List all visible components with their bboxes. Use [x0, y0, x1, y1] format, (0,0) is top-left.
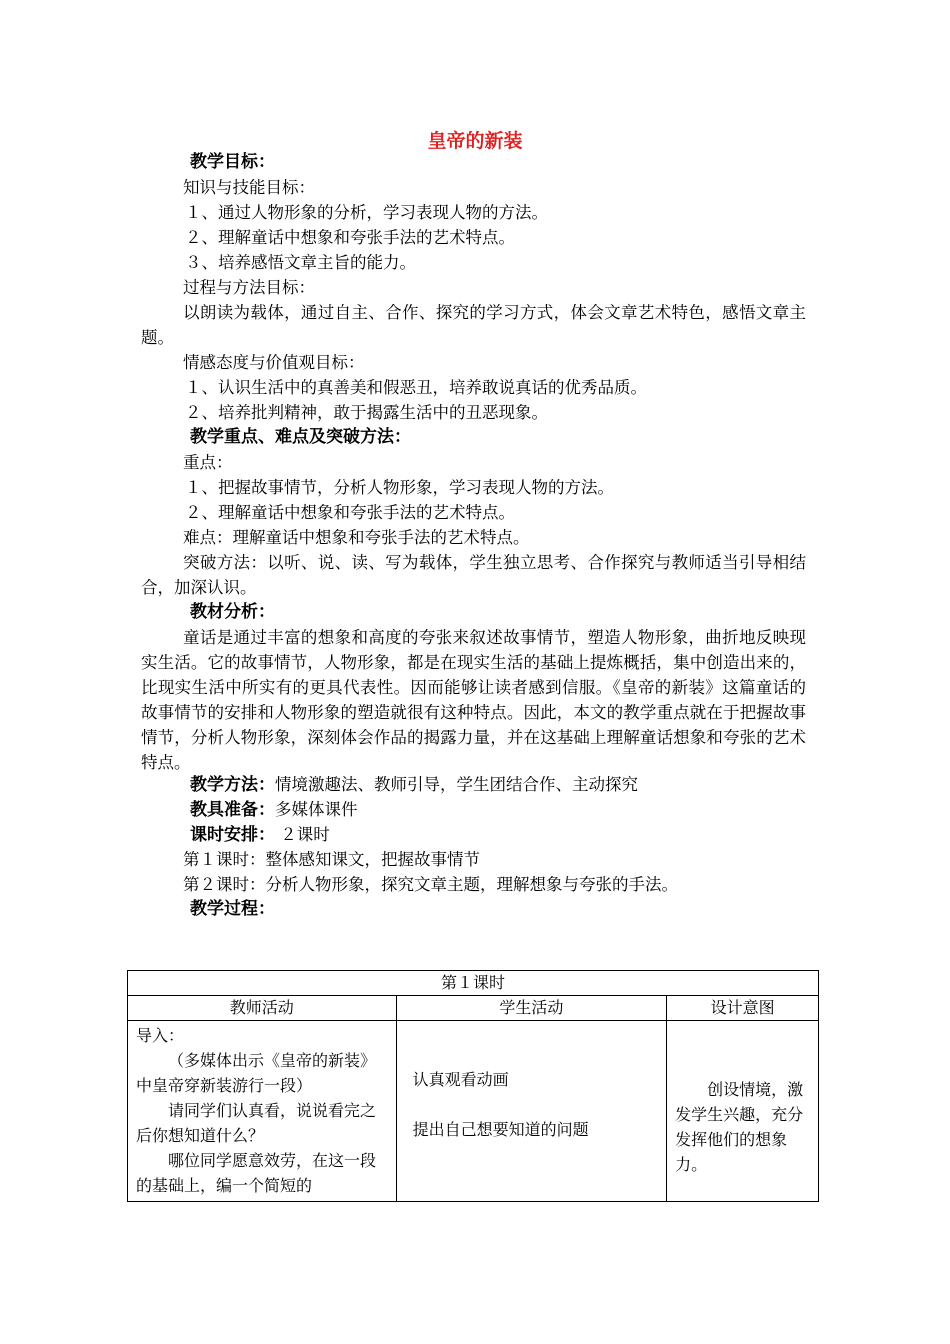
- analysis-text: 童话是通过丰富的想象和高度的夸张来叙述故事情节，塑造人物形象，曲折地反映现实生活。它的故事情节，人物形象，都是在现实生活的基础上提炼概括，集中创造出来的，比现实生活中所实有的更具代表性。因而能够让读者感到信服。《皇帝的新装》这篇童话的故事情节的安排和人物形象的塑造就很有这种特点。因此，本文的教学重点就在于把握故事情节，分析人物形象，深刻体会作品的揭露力量，并在这基础上理解童话想象和夸张的艺术特点。: [141, 628, 806, 772]
- lesson1-text: 第１课时：整体感知课文，把握故事情节: [183, 850, 480, 869]
- process-label: 过程与方法目标：: [183, 278, 315, 297]
- knowledge-item: ３、培养感悟文章主旨的能力。: [185, 253, 416, 272]
- header-teacher: 教师活动: [128, 996, 397, 1021]
- table-row: [128, 1021, 819, 1202]
- student-activity-cell: [396, 1021, 667, 1202]
- student-line: 提出自己想要知道的问题: [412, 1120, 589, 1139]
- header-design: 设计意图: [667, 996, 819, 1021]
- emotion-item: １、认识生活中的真善美和假恶丑，培养敢说真话的优秀品质。: [185, 378, 647, 397]
- key-points-heading: 教学重点、难点及突破方法：: [190, 427, 411, 447]
- document-title: 皇帝的新装: [427, 130, 523, 152]
- design-intent-cell: [667, 1021, 819, 1202]
- design-text: 创设情境，激发学生兴趣，充分发挥他们的想象力。: [675, 1080, 804, 1174]
- process-text: 以朗读为载体，通过自主、合作、探究的学习方式，体会文章艺术特色，感悟文章主题。: [141, 303, 806, 347]
- methods-text: 情境激趣法、教师引导，学生团结合作、主动探究: [275, 775, 638, 794]
- knowledge-item: ２、理解童话中想象和夸张手法的艺术特点。: [185, 228, 515, 247]
- tools-text: 多媒体课件: [275, 800, 358, 819]
- emotion-label: 情感态度与价值观目标：: [183, 353, 365, 372]
- methods-line: [190, 772, 638, 798]
- tools-heading: 教具准备：: [190, 800, 275, 820]
- header-student: 学生活动: [396, 996, 667, 1021]
- methods-heading: 教学方法：: [190, 775, 275, 795]
- student-line: 认真观看动画: [412, 1070, 509, 1089]
- focus-label: 重点：: [183, 453, 233, 472]
- table-caption: 第１课时: [128, 971, 819, 996]
- schedule-text: ２课时: [275, 825, 330, 844]
- focus-item: ２、理解童话中想象和夸张手法的艺术特点。: [185, 503, 515, 522]
- process-heading: 教学过程：: [190, 899, 275, 919]
- lesson-table: [127, 970, 819, 1202]
- knowledge-label: 知识与技能目标：: [183, 178, 315, 197]
- analysis-heading: 教材分析：: [190, 602, 275, 622]
- emotion-item: ２、培养批判精神，敢于揭露生活中的丑恶现象。: [185, 403, 548, 422]
- teacher-line: 导入：: [136, 1026, 185, 1045]
- table-header-row: [128, 996, 819, 1021]
- teacher-activity-cell: [128, 1021, 397, 1202]
- teacher-line: 哪位同学愿意效劳，在这一段的基础上，编一个简短的: [136, 1151, 377, 1195]
- schedule-line: [190, 822, 330, 848]
- focus-item: １、把握故事情节，分析人物形象，学习表现人物的方法。: [185, 478, 614, 497]
- lesson2-text: 第２课时：分析人物形象，探究文章主题，理解想象与夸张的手法。: [183, 875, 678, 894]
- schedule-heading: 课时安排：: [190, 825, 275, 845]
- objectives-heading: 教学目标：: [190, 152, 275, 172]
- method-text: 突破方法：以听、说、读、写为载体，学生独立思考、合作探究与教师适当引导相结合，加深认识。: [141, 553, 806, 597]
- teacher-line: 请同学们认真看，说说看完之后你想知道什么？: [136, 1101, 377, 1145]
- tools-line: [190, 797, 358, 823]
- teacher-line: （多媒体出示《皇帝的新装》中皇帝穿新装游行一段）: [136, 1051, 377, 1095]
- knowledge-item: １、通过人物形象的分析，学习表现人物的方法。: [185, 203, 548, 222]
- difficulty-text: 难点：理解童话中想象和夸张手法的艺术特点。: [183, 528, 530, 547]
- table-caption-row: [128, 971, 819, 996]
